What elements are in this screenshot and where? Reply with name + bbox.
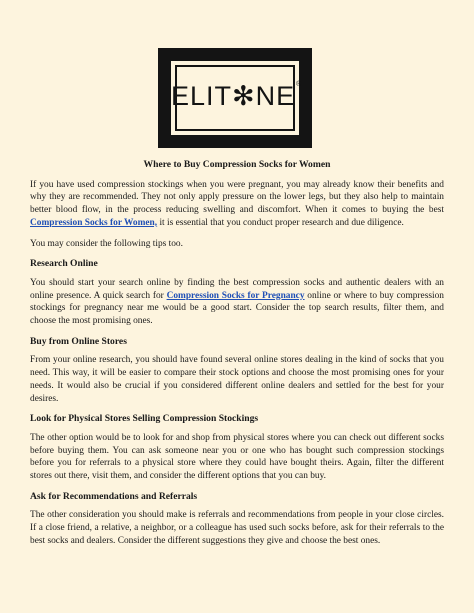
online-stores-paragraph: From your online research, you should have found several online stores dealing in the kind of socks that you need. This way, it will be easier to compare their stock options and choose the most promising ones for your needs. It would also be crucial if you considered different online dealers and settled for the best for your desires. bbox=[30, 355, 444, 404]
section-heading-research: Research Online bbox=[30, 258, 98, 270]
logo-wordmark bbox=[171, 81, 303, 111]
recommendations-paragraph: The other consideration you should make is referrals and recommendations from people in your close circles. If a close friend, a relative, a neighbor, or a colleague has used such socks before, ask for their referrals to the best socks and dealers. Consider the different suggestions they give and choose the best ones. bbox=[30, 510, 444, 546]
compression-socks-women-link[interactable]: Compression Socks for Women, bbox=[30, 217, 158, 228]
logo-text-right: NE bbox=[255, 81, 296, 111]
article-body bbox=[30, 159, 444, 556]
section-heading-online-stores: Buy from Online Stores bbox=[30, 335, 127, 347]
intro-text-before: If you have used compression stockings when you were pregnant, you may already know their benefits and why they are recommended. They not only apply pressure on the lower legs, but they also help to maintain better blood flow, in the process reducing swelling and discomfort. When it comes to buying the best bbox=[30, 179, 444, 216]
compression-socks-pregnancy-link[interactable]: Compression Socks for Pregnancy bbox=[166, 290, 305, 301]
registered-mark: ® bbox=[296, 81, 303, 88]
intro-paragraph bbox=[30, 179, 444, 230]
research-text-before: You should start your search online by finding the best compression socks and authentic dealers with an online presence. A quick search for bbox=[30, 277, 444, 301]
tips-intro: You may consider the following tips too. bbox=[30, 238, 183, 249]
page-title: Where to Buy Compression Socks for Women bbox=[143, 159, 331, 170]
intro-text-after: it is essential that you conduct proper research and due diligence. bbox=[157, 217, 404, 228]
section-heading-recommendations: Ask for Recommendations and Referrals bbox=[30, 490, 198, 502]
flower-icon: ✻ bbox=[232, 81, 256, 111]
section-heading-physical-stores: Look for Physical Stores Selling Compression Stockings bbox=[30, 413, 259, 425]
research-text-after: online or where to buy compression stockings for pregnancy near me would be a good start. Consider the top search results, filter them, and choose the most promising ones. bbox=[30, 290, 444, 327]
elitone-logo bbox=[158, 48, 312, 148]
logo-text-left: ELIT bbox=[171, 81, 233, 111]
research-paragraph bbox=[30, 277, 444, 328]
physical-stores-paragraph: The other option would be to look for and shop from physical stores where you can check out different socks before buying them. You can ask someone near you or one who has bought such compression stockings before you for referrals to a physical store where they could have bought theirs. Again, filter the different stores out there, visit them, and consider the different options that you can buy. bbox=[30, 432, 444, 482]
logo-frame bbox=[168, 58, 302, 138]
